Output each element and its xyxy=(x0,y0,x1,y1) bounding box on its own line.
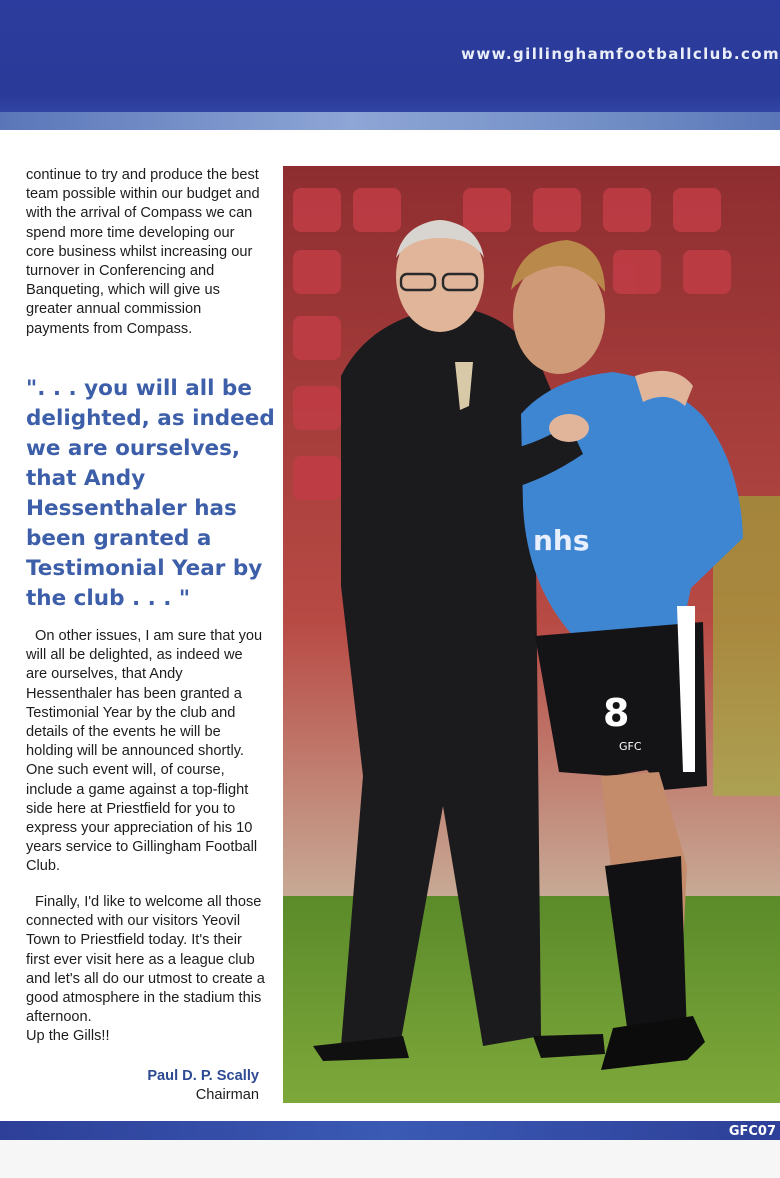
article-paragraph: On other issues, I am sure that you will all be delighted, as indeed we are ourselves, that Andy Hessenthaler has been granted a Testimonial Year by the club and details of the events he will be holding will be announced shortly. One such event will, of course, include a game against a top-flight side here at Priestfield for you to express your appreciation of his 10 years service to Gillingham Football Club. xyxy=(26,628,263,875)
photo-chairman-and-player xyxy=(283,166,780,1103)
closing-paragraph-text: Finally, I'd like to welcome all those connected with our visitors Yeovil Town to Priestfield today. It's their first ever visit here as a league club and let's all do our utmost to create a good atmosphere in the stadium this afternoon. xyxy=(26,894,265,1026)
page-number: GFC07 xyxy=(728,1124,776,1139)
shirt-number: 8 xyxy=(603,691,630,735)
page-bottom-margin xyxy=(0,1140,780,1178)
signature-name: Paul D. P. Scally xyxy=(147,1068,259,1084)
website-url[interactable]: www.gillinghamfootballclub.com xyxy=(461,45,780,63)
footer-band xyxy=(0,1121,780,1140)
pull-quote: ". . . you will all be delighted, as indeed we are ourselves, that Andy Hessenthaler has been granted a Testimonial Year by the club . . . " xyxy=(26,376,275,611)
signature-title: Chairman xyxy=(195,1087,259,1103)
shorts-badge: GFC xyxy=(619,740,642,753)
intro-paragraph: continue to try and produce the best team possible within our budget and with the arrival of Compass we can spend more time developing our core business whilst increasing our turnover in Conferencing and Banqueting, which will give us greater annual commission payments from Compass. xyxy=(26,167,260,337)
shirt-sponsor: nhs xyxy=(533,524,590,557)
article-paragraph xyxy=(26,893,266,1047)
closing-cheer: Up the Gills!! xyxy=(26,1028,110,1045)
header-strip xyxy=(0,112,780,130)
